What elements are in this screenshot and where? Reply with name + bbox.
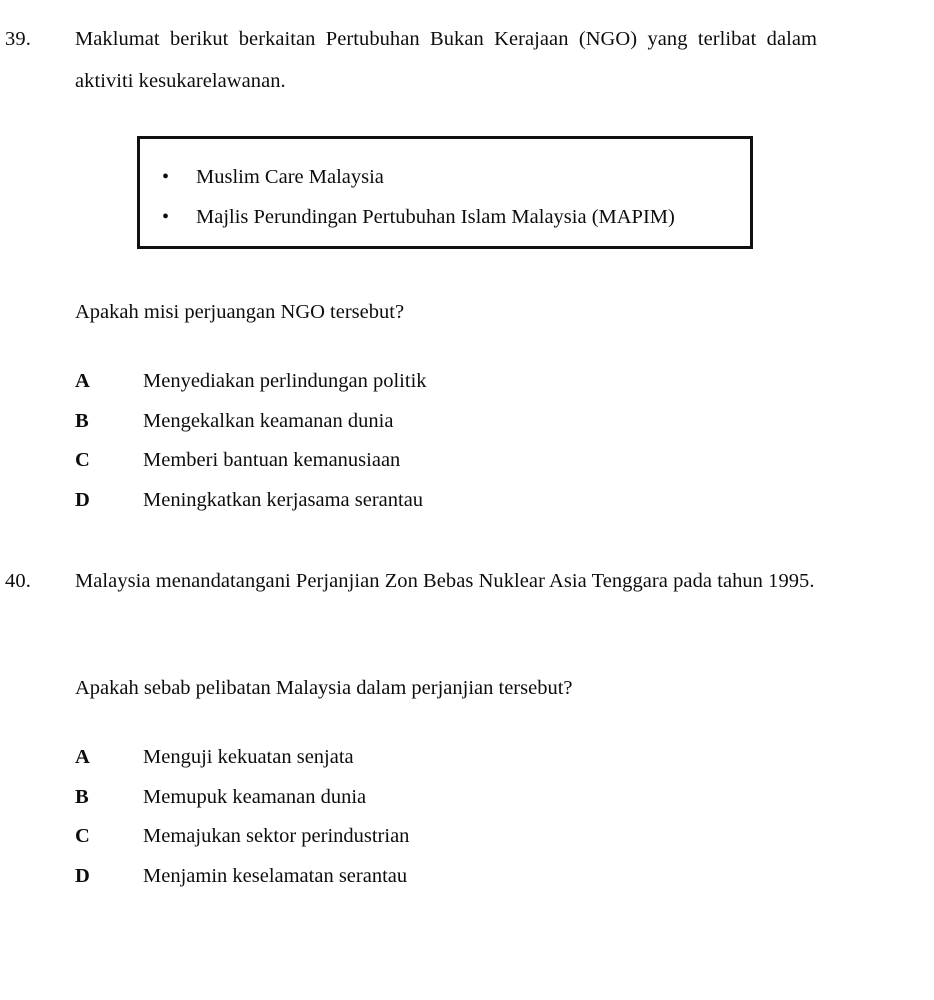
bullet-icon: •: [162, 206, 170, 228]
question-39-number: 39.: [5, 28, 31, 50]
question-39-body: [75, 18, 817, 102]
question-40-lead-in: Apakah sebab pelibatan Malaysia dalam perjanjian tersebut?: [75, 677, 573, 699]
option-label: Memupuk keamanan dunia: [143, 785, 367, 808]
list-item: [140, 197, 750, 237]
option-letter: C: [75, 825, 90, 847]
option-letter: D: [75, 488, 90, 511]
option-letter: A: [75, 746, 90, 768]
question-39-stimulus-box: [137, 136, 753, 249]
option-label: Meningkatkan kerjasama serantau: [143, 488, 424, 511]
bullet-icon: •: [162, 166, 170, 188]
option-letter: C: [75, 449, 90, 471]
list-item-label: Majlis Perundingan Pertubuhan Islam Malaysia (MAPIM): [196, 206, 675, 228]
question-39-stem: Maklumat berikut berkaitan Pertubuhan Bukan Kerajaan (NGO) yang terlibat dalam aktiviti kesukarelawanan.: [75, 28, 817, 92]
question-40-stem: Malaysia menandatangani Perjanjian Zon Bebas Nuklear Asia Tenggara pada tahun 1995.: [75, 570, 815, 592]
list-item-label: Muslim Care Malaysia: [196, 166, 384, 188]
stimulus-list: [140, 157, 750, 237]
list-item: [140, 157, 750, 197]
option-letter: B: [75, 409, 89, 432]
option-label: Menguji kekuatan senjata: [143, 746, 354, 768]
question-39-lead-in: Apakah misi perjuangan NGO tersebut?: [75, 301, 405, 323]
option-label: Mengekalkan keamanan dunia: [143, 409, 394, 432]
option-letter: A: [75, 370, 90, 392]
option-label: Memajukan sektor perindustrian: [143, 825, 410, 847]
question-40-number: 40.: [5, 570, 31, 592]
option-label: Menyediakan perlindungan politik: [143, 370, 427, 392]
option-letter: B: [75, 785, 89, 808]
option-label: Memberi bantuan kemanusiaan: [143, 449, 401, 471]
option-label: Menjamin keselamatan serantau: [143, 864, 408, 887]
option-letter: D: [75, 864, 90, 887]
question-40-body: [75, 560, 817, 602]
